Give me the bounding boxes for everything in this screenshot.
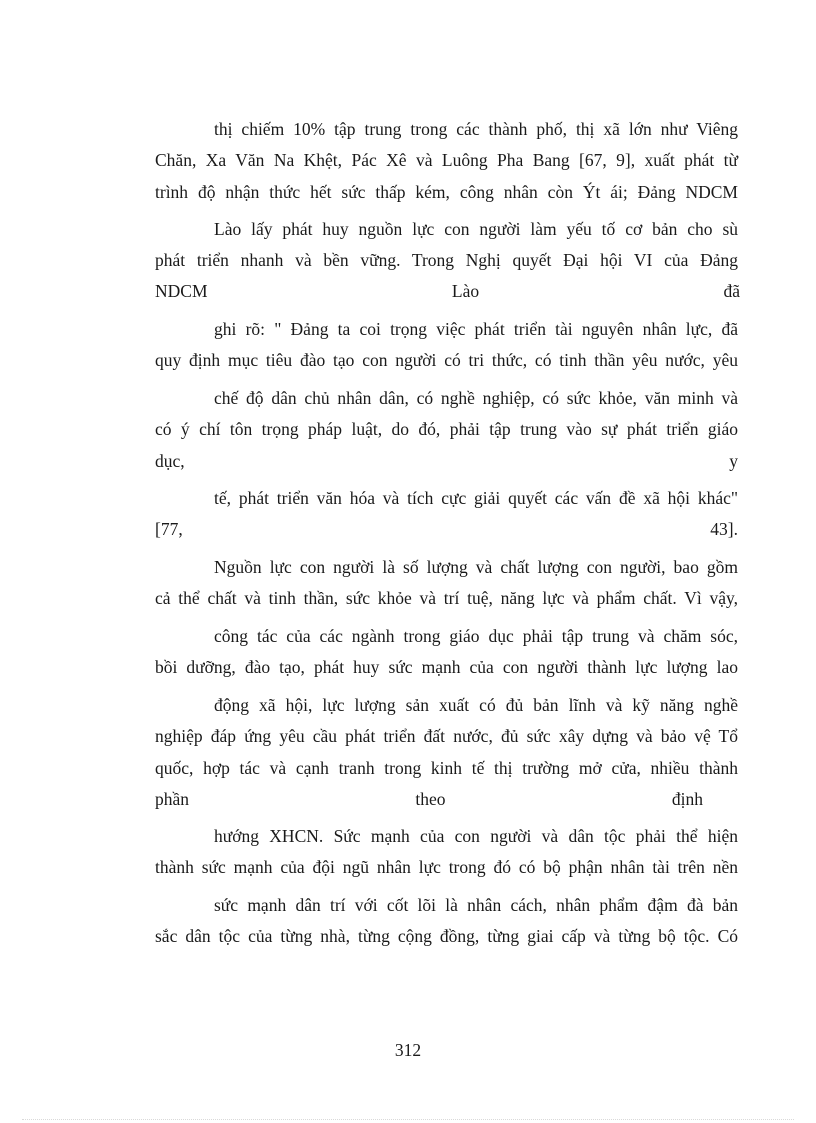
text-line: phát triển nhanh và bền vững. Trong Nghị quyết Đại hội VI của Đảng bbox=[155, 250, 738, 270]
page-number: 312 bbox=[394, 1040, 422, 1060]
text-line: động xã hội, lực lượng sản xuất có đủ bản lĩnh và kỹ năng nghề bbox=[214, 695, 738, 715]
text-line: NDCM Lào đã bbox=[155, 281, 740, 301]
text-line: Nguồn lực con người là số lượng và chất lượng con người, bao gồm bbox=[214, 557, 738, 577]
text-line: bồi dưỡng, đào tạo, phát huy sức mạnh của con người thành lực lượng lao bbox=[155, 657, 738, 677]
text-line: quy định mục tiêu đào tạo con người có tri thức, có tinh thần yêu nước, yêu bbox=[155, 350, 738, 370]
text-line: ghi rõ: " Đảng ta coi trọng việc phát triển tài nguyên nhân lực, đã bbox=[214, 319, 738, 339]
text-line: có ý chí tôn trọng pháp luật, do đó, phải tập trung vào sự phát triển giáo bbox=[155, 419, 738, 439]
text-line: sắc dân tộc của từng nhà, từng cộng đồng, từng giai cấp và từng bộ tộc. Có bbox=[155, 926, 738, 946]
text-line: quốc, hợp tác và cạnh tranh trong kinh tế thị trường mở cửa, nhiều thành bbox=[155, 758, 738, 778]
text-line: Lào lấy phát huy nguồn lực con người làm yếu tố cơ bản cho sù bbox=[214, 219, 738, 239]
text-line: sức mạnh dân trí với cốt lõi là nhân cách, nhân phẩm đậm đà bản bbox=[214, 895, 738, 915]
text-line: [77, 43]. bbox=[155, 519, 738, 539]
text-line: cả thể chất và tinh thần, sức khỏe và trí tuệ, năng lực và phẩm chất. Vì vậy, bbox=[155, 588, 738, 608]
text-line: tế, phát triển văn hóa và tích cực giải quyết các vấn đề xã hội khác" bbox=[214, 488, 738, 508]
text-line: Chăn, Xa Văn Na Khệt, Pác Xê và Luông Pha Bang [67, 9], xuất phát từ bbox=[155, 150, 738, 170]
text-line: thị chiếm 10% tập trung trong các thành phố, thị xã lớn như Viêng bbox=[214, 119, 738, 139]
text-line: hướng XHCN. Sức mạnh của con người và dân tộc phải thể hiện bbox=[214, 826, 738, 846]
text-line: thành sức mạnh của đội ngũ nhân lực trong đó có bộ phận nhân tài trên nền bbox=[155, 857, 738, 877]
text-line: công tác của các ngành trong giáo dục phải tập trung và chăm sóc, bbox=[214, 626, 738, 646]
text-line: phần theo định bbox=[155, 789, 704, 809]
text-line: chế độ dân chủ nhân dân, có nghề nghiệp, có sức khỏe, văn minh và bbox=[214, 388, 738, 408]
text-line: dục, y bbox=[155, 451, 738, 471]
page-bottom-divider bbox=[22, 1119, 794, 1120]
text-line: trình độ nhận thức hết sức thấp kém, công nhân còn Ýt ái; Đảng NDCM bbox=[155, 182, 738, 202]
text-line: nghiệp đáp ứng yêu cầu phát triển đất nước, đủ sức xây dựng và bảo vệ Tổ bbox=[155, 726, 738, 746]
